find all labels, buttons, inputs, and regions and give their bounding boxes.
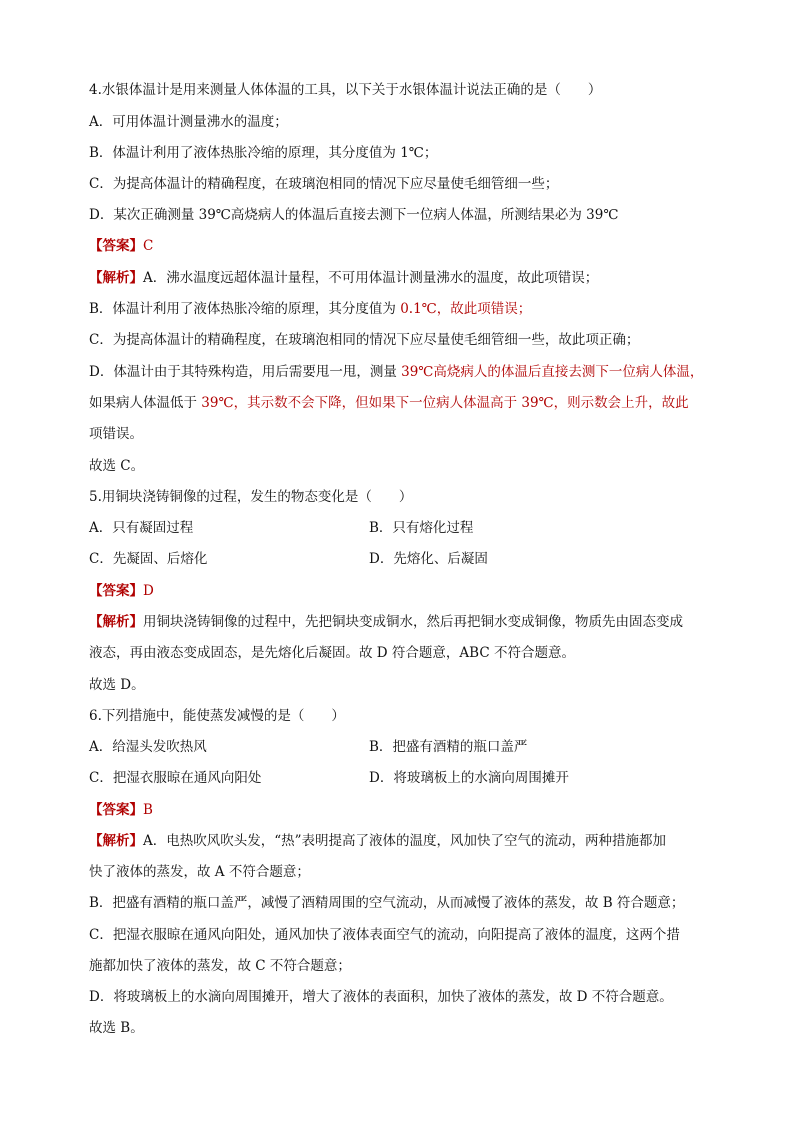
q6-option-b: B．把盛有酒精的瓶口盖严 [369, 739, 528, 755]
q4-analysis-line-5 [89, 393, 719, 413]
q4-analysis-line-2 [89, 299, 719, 319]
q4-option-b: B．体温计利用了液体热胀冷缩的原理，其分度值为 1℃； [89, 145, 438, 161]
question-4-stem: 4.水银体温计是用来测量人体体温的工具，以下关于水银体温计说法正确的是（ ） [89, 82, 602, 98]
q4-option-d: D．某次正确测量 39℃高烧病人的体温后直接去测下一位病人体温，所测结果必为 39℃ [89, 207, 619, 223]
q4-analysis-line-6: 项错误。 [89, 426, 143, 442]
analysis-text-red: 39℃，其示数不会下降，但如果下一位病人体温高于 39℃，则示数会上升，故此 [197, 395, 689, 411]
analysis-text: D．体温计由于其特殊构造，用后需要甩一甩，测量 [89, 364, 397, 380]
q6-option-d: D．将玻璃板上的水滴向周围摊开 [369, 770, 569, 786]
q6-conclusion: 故选 B。 [89, 1020, 144, 1036]
analysis-text: B．体温计利用了液体热胀冷缩的原理，其分度值为 [89, 301, 396, 317]
q5-analysis-line-1 [89, 612, 719, 632]
q5-analysis-line-2: 液态，再由液态变成固态，是先熔化后凝固。故 D 符合题意，ABC 不符合题意。 [89, 645, 575, 661]
q6-analysis-line-1 [89, 831, 719, 851]
analysis-text: 如果病人体温低于 [89, 395, 197, 411]
analysis-tag: 【解析】 [89, 614, 143, 630]
q4-answer [89, 236, 719, 256]
q4-option-a: A．可用体温计测量沸水的温度； [89, 114, 288, 130]
answer-value: C [143, 238, 154, 254]
analysis-text: 用铜块浇铸铜像的过程中，先把铜块变成铜水，然后再把铜水变成铜像，物质先由固态变成 [143, 614, 683, 630]
q5-option-b: B．只有熔化过程 [369, 520, 474, 536]
q6-option-a: A．给湿头发吹热风 [89, 739, 207, 755]
analysis-text: A．沸水温度远超体温计量程，不可用体温计测量沸水的温度，故此项错误； [143, 270, 599, 286]
q5-option-c: C．先凝固、后熔化 [89, 551, 208, 567]
q4-analysis-line-3: C．为提高体温计的精确程度，在玻璃泡相同的情况下应尽量使毛细管细一些，故此项正确； [89, 332, 640, 348]
answer-tag: 【答案】 [89, 802, 143, 818]
q6-analysis-line-3: B．把盛有酒精的瓶口盖严，减慢了酒精周围的空气流动，从而减慢了液体的蒸发，故 B 符合题意； [89, 895, 685, 911]
q5-conclusion: 故选 D。 [89, 677, 145, 693]
answer-tag: 【答案】 [89, 238, 143, 254]
analysis-text-red: 0.1℃，故此项错误； [395, 301, 532, 317]
analysis-tag: 【解析】 [89, 270, 143, 286]
q5-option-a: A．只有凝固过程 [89, 520, 194, 536]
q6-analysis-line-2: 快了液体的蒸发，故 A 不符合题意； [89, 864, 310, 880]
analysis-text-red: 39℃高烧病人的体温后直接去测下一位病人体温， [396, 364, 704, 380]
q6-answer [89, 800, 719, 820]
answer-value: B [143, 802, 153, 818]
q4-analysis-line-1 [89, 268, 719, 288]
q6-analysis-line-6: D．将玻璃板上的水滴向周围摊开，增大了液体的表面积，加快了液体的蒸发，故 D 不符合题意。 [89, 989, 673, 1005]
q6-analysis-line-4: C．把湿衣服晾在通风向阳处，通风加快了液体表面空气的流动，向阳提高了液体的温度，这两个措 [89, 927, 680, 943]
q4-analysis-line-4 [89, 362, 719, 382]
question-5-stem: 5.用铜块浇铸铜像的过程，发生的物态变化是（ ） [89, 489, 413, 505]
q6-option-c: C．把湿衣服晾在通风向阳处 [89, 770, 262, 786]
q4-conclusion: 故选 C。 [89, 458, 145, 474]
analysis-text: A．电热吹风吹头发，“热”表明提高了液体的温度，风加快了空气的流动，两种措施都加 [143, 833, 667, 849]
question-6-stem: 6.下列措施中，能使蒸发减慢的是（ ） [89, 708, 345, 724]
analysis-tag: 【解析】 [89, 833, 143, 849]
q6-analysis-line-5: 施都加快了液体的蒸发，故 C 不符合题意； [89, 958, 351, 974]
q5-option-d: D．先熔化、后凝固 [369, 551, 488, 567]
answer-value: D [143, 583, 154, 599]
q4-option-c: C．为提高体温计的精确程度，在玻璃泡相同的情况下应尽量使毛细管细一些； [89, 176, 559, 192]
q5-answer [89, 581, 719, 601]
answer-tag: 【答案】 [89, 583, 143, 599]
